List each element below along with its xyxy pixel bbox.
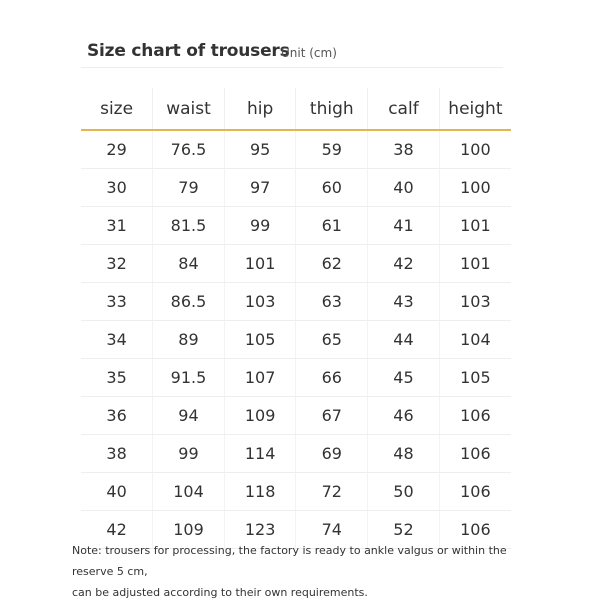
cell-calf: 40 <box>368 169 440 207</box>
cell-waist: 86.5 <box>153 283 225 321</box>
cell-waist: 84 <box>153 245 225 283</box>
cell-hip: 109 <box>224 397 296 435</box>
cell-calf: 45 <box>368 359 440 397</box>
cell-waist: 94 <box>153 397 225 435</box>
cell-size: 42 <box>81 511 153 549</box>
cell-size: 38 <box>81 435 153 473</box>
cell-size: 40 <box>81 473 153 511</box>
cell-size: 29 <box>81 130 153 169</box>
cell-height: 106 <box>439 473 511 511</box>
cell-calf: 42 <box>368 245 440 283</box>
cell-calf: 50 <box>368 473 440 511</box>
cell-height: 106 <box>439 435 511 473</box>
cell-hip: 103 <box>224 283 296 321</box>
cell-size: 32 <box>81 245 153 283</box>
cell-size: 34 <box>81 321 153 359</box>
cell-thigh: 61 <box>296 207 368 245</box>
cell-thigh: 74 <box>296 511 368 549</box>
column-header-hip: hip <box>224 88 296 130</box>
table-row <box>81 435 511 473</box>
column-header-thigh: thigh <box>296 88 368 130</box>
cell-thigh: 69 <box>296 435 368 473</box>
cell-size: 30 <box>81 169 153 207</box>
cell-height: 103 <box>439 283 511 321</box>
cell-waist: 76.5 <box>153 130 225 169</box>
cell-waist: 79 <box>153 169 225 207</box>
cell-calf: 41 <box>368 207 440 245</box>
page-title: Size chart of trousers <box>87 41 290 61</box>
cell-thigh: 63 <box>296 283 368 321</box>
cell-waist: 104 <box>153 473 225 511</box>
cell-calf: 43 <box>368 283 440 321</box>
cell-height: 105 <box>439 359 511 397</box>
cell-hip: 97 <box>224 169 296 207</box>
cell-thigh: 67 <box>296 397 368 435</box>
cell-hip: 118 <box>224 473 296 511</box>
cell-hip: 99 <box>224 207 296 245</box>
cell-height: 101 <box>439 245 511 283</box>
cell-waist: 81.5 <box>153 207 225 245</box>
cell-size: 35 <box>81 359 153 397</box>
header-row <box>81 88 511 130</box>
column-header-size: size <box>81 88 153 130</box>
cell-hip: 107 <box>224 359 296 397</box>
cell-size: 33 <box>81 283 153 321</box>
cell-thigh: 72 <box>296 473 368 511</box>
table-row <box>81 130 511 169</box>
table-row <box>81 321 511 359</box>
cell-waist: 99 <box>153 435 225 473</box>
cell-waist: 91.5 <box>153 359 225 397</box>
cell-height: 104 <box>439 321 511 359</box>
note-line-2: can be adjusted according to their own requirements. <box>72 586 368 599</box>
cell-calf: 48 <box>368 435 440 473</box>
cell-size: 36 <box>81 397 153 435</box>
cell-hip: 95 <box>224 130 296 169</box>
column-header-height: height <box>439 88 511 130</box>
cell-hip: 101 <box>224 245 296 283</box>
table-row <box>81 283 511 321</box>
cell-height: 106 <box>439 397 511 435</box>
note <box>72 540 542 603</box>
cell-thigh: 65 <box>296 321 368 359</box>
table-row <box>81 207 511 245</box>
unit-label: Unit (cm) <box>281 46 337 60</box>
cell-hip: 105 <box>224 321 296 359</box>
cell-calf: 44 <box>368 321 440 359</box>
cell-thigh: 59 <box>296 130 368 169</box>
cell-height: 101 <box>439 207 511 245</box>
column-header-calf: calf <box>368 88 440 130</box>
table-row <box>81 397 511 435</box>
column-header-waist: waist <box>153 88 225 130</box>
cell-thigh: 60 <box>296 169 368 207</box>
cell-height: 100 <box>439 169 511 207</box>
cell-hip: 123 <box>224 511 296 549</box>
cell-calf: 38 <box>368 130 440 169</box>
cell-waist: 109 <box>153 511 225 549</box>
cell-calf: 52 <box>368 511 440 549</box>
cell-height: 106 <box>439 511 511 549</box>
cell-thigh: 66 <box>296 359 368 397</box>
size-table <box>81 88 511 549</box>
cell-height: 100 <box>439 130 511 169</box>
table-row <box>81 245 511 283</box>
cell-calf: 46 <box>368 397 440 435</box>
table-row <box>81 169 511 207</box>
table-row <box>81 359 511 397</box>
table-row <box>81 473 511 511</box>
cell-size: 31 <box>81 207 153 245</box>
title-bar <box>81 38 503 68</box>
cell-hip: 114 <box>224 435 296 473</box>
note-line-1: Note: trousers for processing, the factory is ready to ankle valgus or within the reserve 5 cm, <box>72 544 507 578</box>
cell-waist: 89 <box>153 321 225 359</box>
cell-thigh: 62 <box>296 245 368 283</box>
